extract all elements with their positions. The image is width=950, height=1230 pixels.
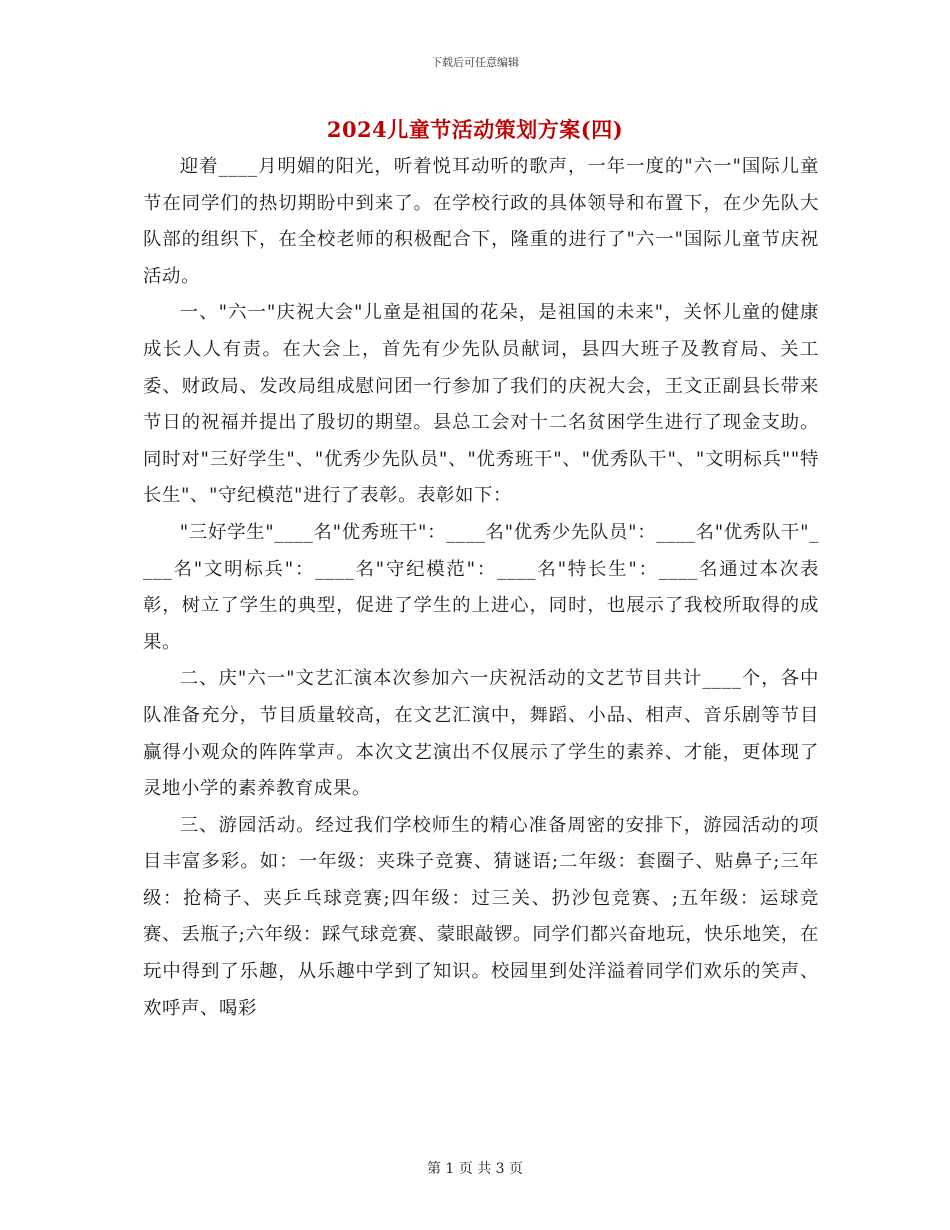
header-note: 下载后可任意编辑 <box>431 56 519 69</box>
paragraph-intro: 迎着____月明媚的阳光，听着悦耳动听的歌声，一年一度的"六一"国际儿童节在同学们的热切期盼中到来了。在学校行政的具体领导和布置下，在少先队大队部的组织下，在全校老师的积极配合下，隆重的进行了"六一"国际儿童节庆祝活动。 <box>143 156 819 287</box>
page-number: 第 1 页 共 3 页 <box>426 1161 524 1177</box>
paragraph-awards: "三好学生"____名"优秀班干"：____名"优秀少先队员"：____名"优秀队干"____名"文明标兵"：____名"守纪模范"：____名"特长生"：____名通过本次表彰，树立了学生的典型，促进了学生的上进心，同时，也展示了我校所取得的成果。 <box>143 521 819 653</box>
document-body <box>143 149 819 1027</box>
paragraph-section-3: 三、游园活动。经过我们学校师生的精心准备周密的安排下，游园活动的项目丰富多彩。如：一年级：夹珠子竞赛、猜谜语;二年级：套圈子、贴鼻子;三年级：抢椅子、夹乒乓球竞赛;四年级：过三关、扔沙包竞赛、;五年级：运球竞赛、丢瓶子;六年级：踩气球竞赛、蒙眼敲锣。同学们都兴奋地玩，快乐地笑，在玩中得到了乐趣，从乐趣中学到了知识。校园里到处洋溢着同学们欢乐的笑声、欢呼声、喝彩 <box>143 814 819 1019</box>
document-title: 2024儿童节活动策划方案(四) <box>326 117 624 142</box>
paragraph-section-2: 二、庆"六一"文艺汇演本次参加六一庆祝活动的文艺节目共计____个，各中队准备充分，节目质量较高，在文艺汇演中，舞蹈、小品、相声、音乐剧等节目赢得小观众的阵阵掌声。本次文艺演出不仅展示了学生的素养、才能，更体现了灵地小学的素养教育成果。 <box>143 668 819 800</box>
paragraph-section-1: 一、"六一"庆祝大会"儿童是祖国的花朵，是祖国的未来"，关怀儿童的健康成长人人有责。在大会上，首先有少先队员献词，县四大班子及教育局、关工委、财政局、发改局组成慰问团一行参加了我们的庆祝大会，王文正副县长带来节日的祝福并提出了殷切的期望。县总工会对十二名贫困学生进行了现金支助。同时对"三好学生"、"优秀少先队员"、"优秀班干"、"优秀队干"、"文明标兵""特长生"、"守纪模范"进行了表彰。表彰如下： <box>143 302 819 507</box>
